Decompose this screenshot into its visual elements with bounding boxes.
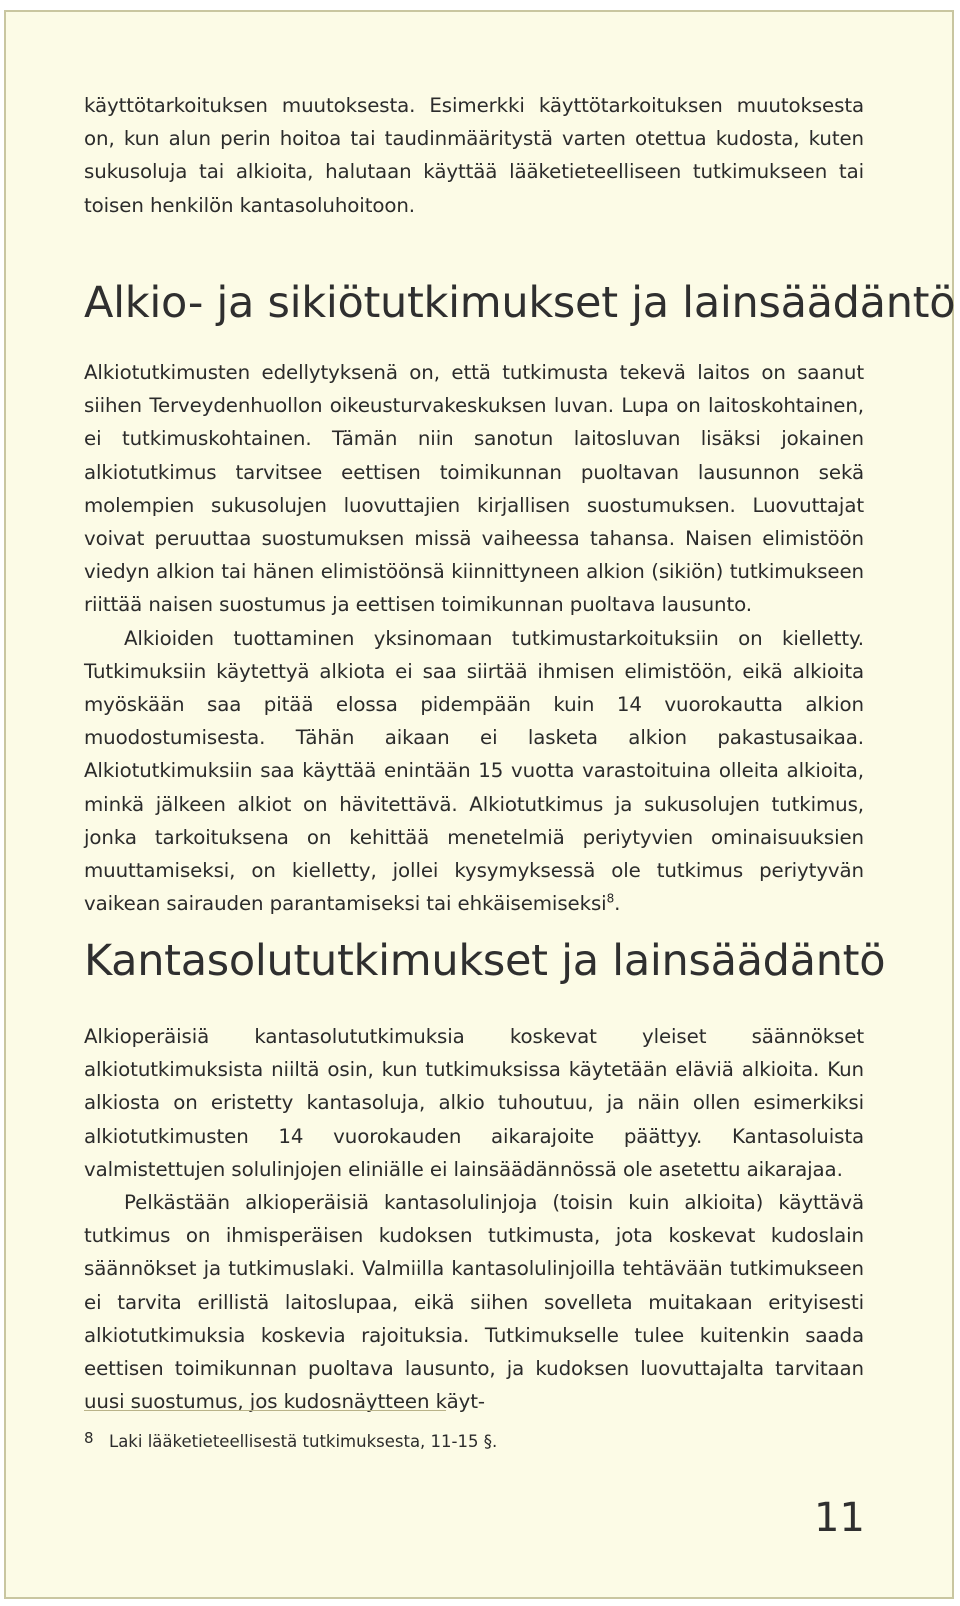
- section-stem-cell-research-body: [84, 1020, 864, 1418]
- section-embryo-research-body: [84, 356, 864, 920]
- section-heading-embryo-research: Alkio- ja sikiötutkimukset ja lainsäädäntö: [84, 278, 956, 328]
- section2-paragraph-2: Pelkästään alkioperäisiä kantasolulinjoja (toisin kuin alkioita) käyttävä tutkimus on ihmisperäisen kudoksen tutkimusta, jota koskevat kudoslain säännökset ja tutkimuslaki. Valmiilla kantasolulinjoilla tehtävään tutkimukseen ei tarvita erillistä laitoslupaa, eikä siihen sovelleta muitakaan erityisesti alkiotutkimuksia koskevia rajoituksia. Tutkimukselle tulee kuitenkin saada eettisen toimikunnan puoltava lausunto, ja kudoksen luovuttajalta tarvitaan uusi suostumus, jos kudosnäytteen käyt-: [84, 1191, 864, 1414]
- footnote-reference[interactable]: 8: [606, 891, 615, 906]
- section1-paragraph-2-text: Alkioiden tuottaminen yksinomaan tutkimustarkoituksiin on kielletty. Tutkimuksiin käytettyä alkiota ei saa siirtää ihmisen elimistöön, eikä alkioita myöskään saa pitää elossa pidempään kuin 14 vuorokautta alkion muodostumisesta. Tähän aikaan ei lasketa alkion pakastusaikaa. Alkiotutkimuksiin saa käyttää enintään 15 vuotta varastoituina olleita alkioita, minkä jälkeen alkiot on hävitettävä. Alkiotutkimus ja sukusolujen tutkimus, jonka tarkoituksena on kehittää menetelmiä periytyvien ominaisuuksien muuttamiseksi, on kielletty, jollei kysymyksessä ole tutkimus periytyvän vaikean sairauden parantamiseksi tai ehkäisemiseksi: [84, 626, 864, 916]
- footnote: [84, 1429, 498, 1451]
- section-heading-stem-cell-research: Kantasolututkimukset ja lainsäädäntö: [84, 936, 886, 986]
- section1-paragraph-2-end: .: [614, 892, 621, 916]
- document-page: [4, 10, 954, 1599]
- footnote-text: Laki lääketieteellisestä tutkimuksesta, 11-15 §.: [109, 1432, 498, 1451]
- page-number: 11: [814, 1495, 865, 1541]
- footnote-number: 8: [84, 1429, 94, 1447]
- intro-paragraph: käyttötarkoituksen muutoksesta. Esimerkki käyttötarkoituksen muutoksesta on, kun alun perin hoitoa tai taudinmääritystä varten otettua kudosta, kuten sukusoluja tai alkioita, halutaan käyttää lääketieteelliseen tutkimukseen tai toisen henkilön kantasoluhoitoon.: [84, 94, 864, 217]
- section1-paragraph-2: [84, 622, 864, 921]
- footnote-divider: [84, 1410, 446, 1411]
- section2-paragraph-1: Alkioperäisiä kantasolututkimuksia koskevat yleiset säännökset alkiotutkimuksista niiltä osin, kun tutkimuksissa käytetään eläviä alkioita. Kun alkiosta on eristetty kantasoluja, alkio tuhoutuu, ja näin ollen esimerkiksi alkiotutkimusten 14 vuorokauden aikarajoite päättyy. Kantasoluista valmistettujen solulinjojen eliniälle ei lainsäädännössä ole asetettu aikarajaa.: [84, 1025, 864, 1181]
- section1-paragraph-1: Alkiotutkimusten edellytyksenä on, että tutkimusta tekevä laitos on saanut siihen Terveydenhuollon oikeusturvakeskuksen luvan. Lupa on laitoskohtainen, ei tutkimuskohtainen. Tämän niin sanotun laitosluvan lisäksi jokainen alkiotutkimus tarvitsee eettisen toimikunnan puoltavan lausunnon sekä molempien sukusolujen luovuttajien kirjallisen suostumuksen. Luovuttajat voivat peruuttaa suostumuksen missä vaiheessa tahansa. Naisen elimistöön viedyn alkion tai hänen elimistöönsä kiinnittyneen alkion (sikiön) tutkimukseen riittää naisen suostumus ja eettisen toimikunnan puoltava lausunto.: [84, 361, 864, 617]
